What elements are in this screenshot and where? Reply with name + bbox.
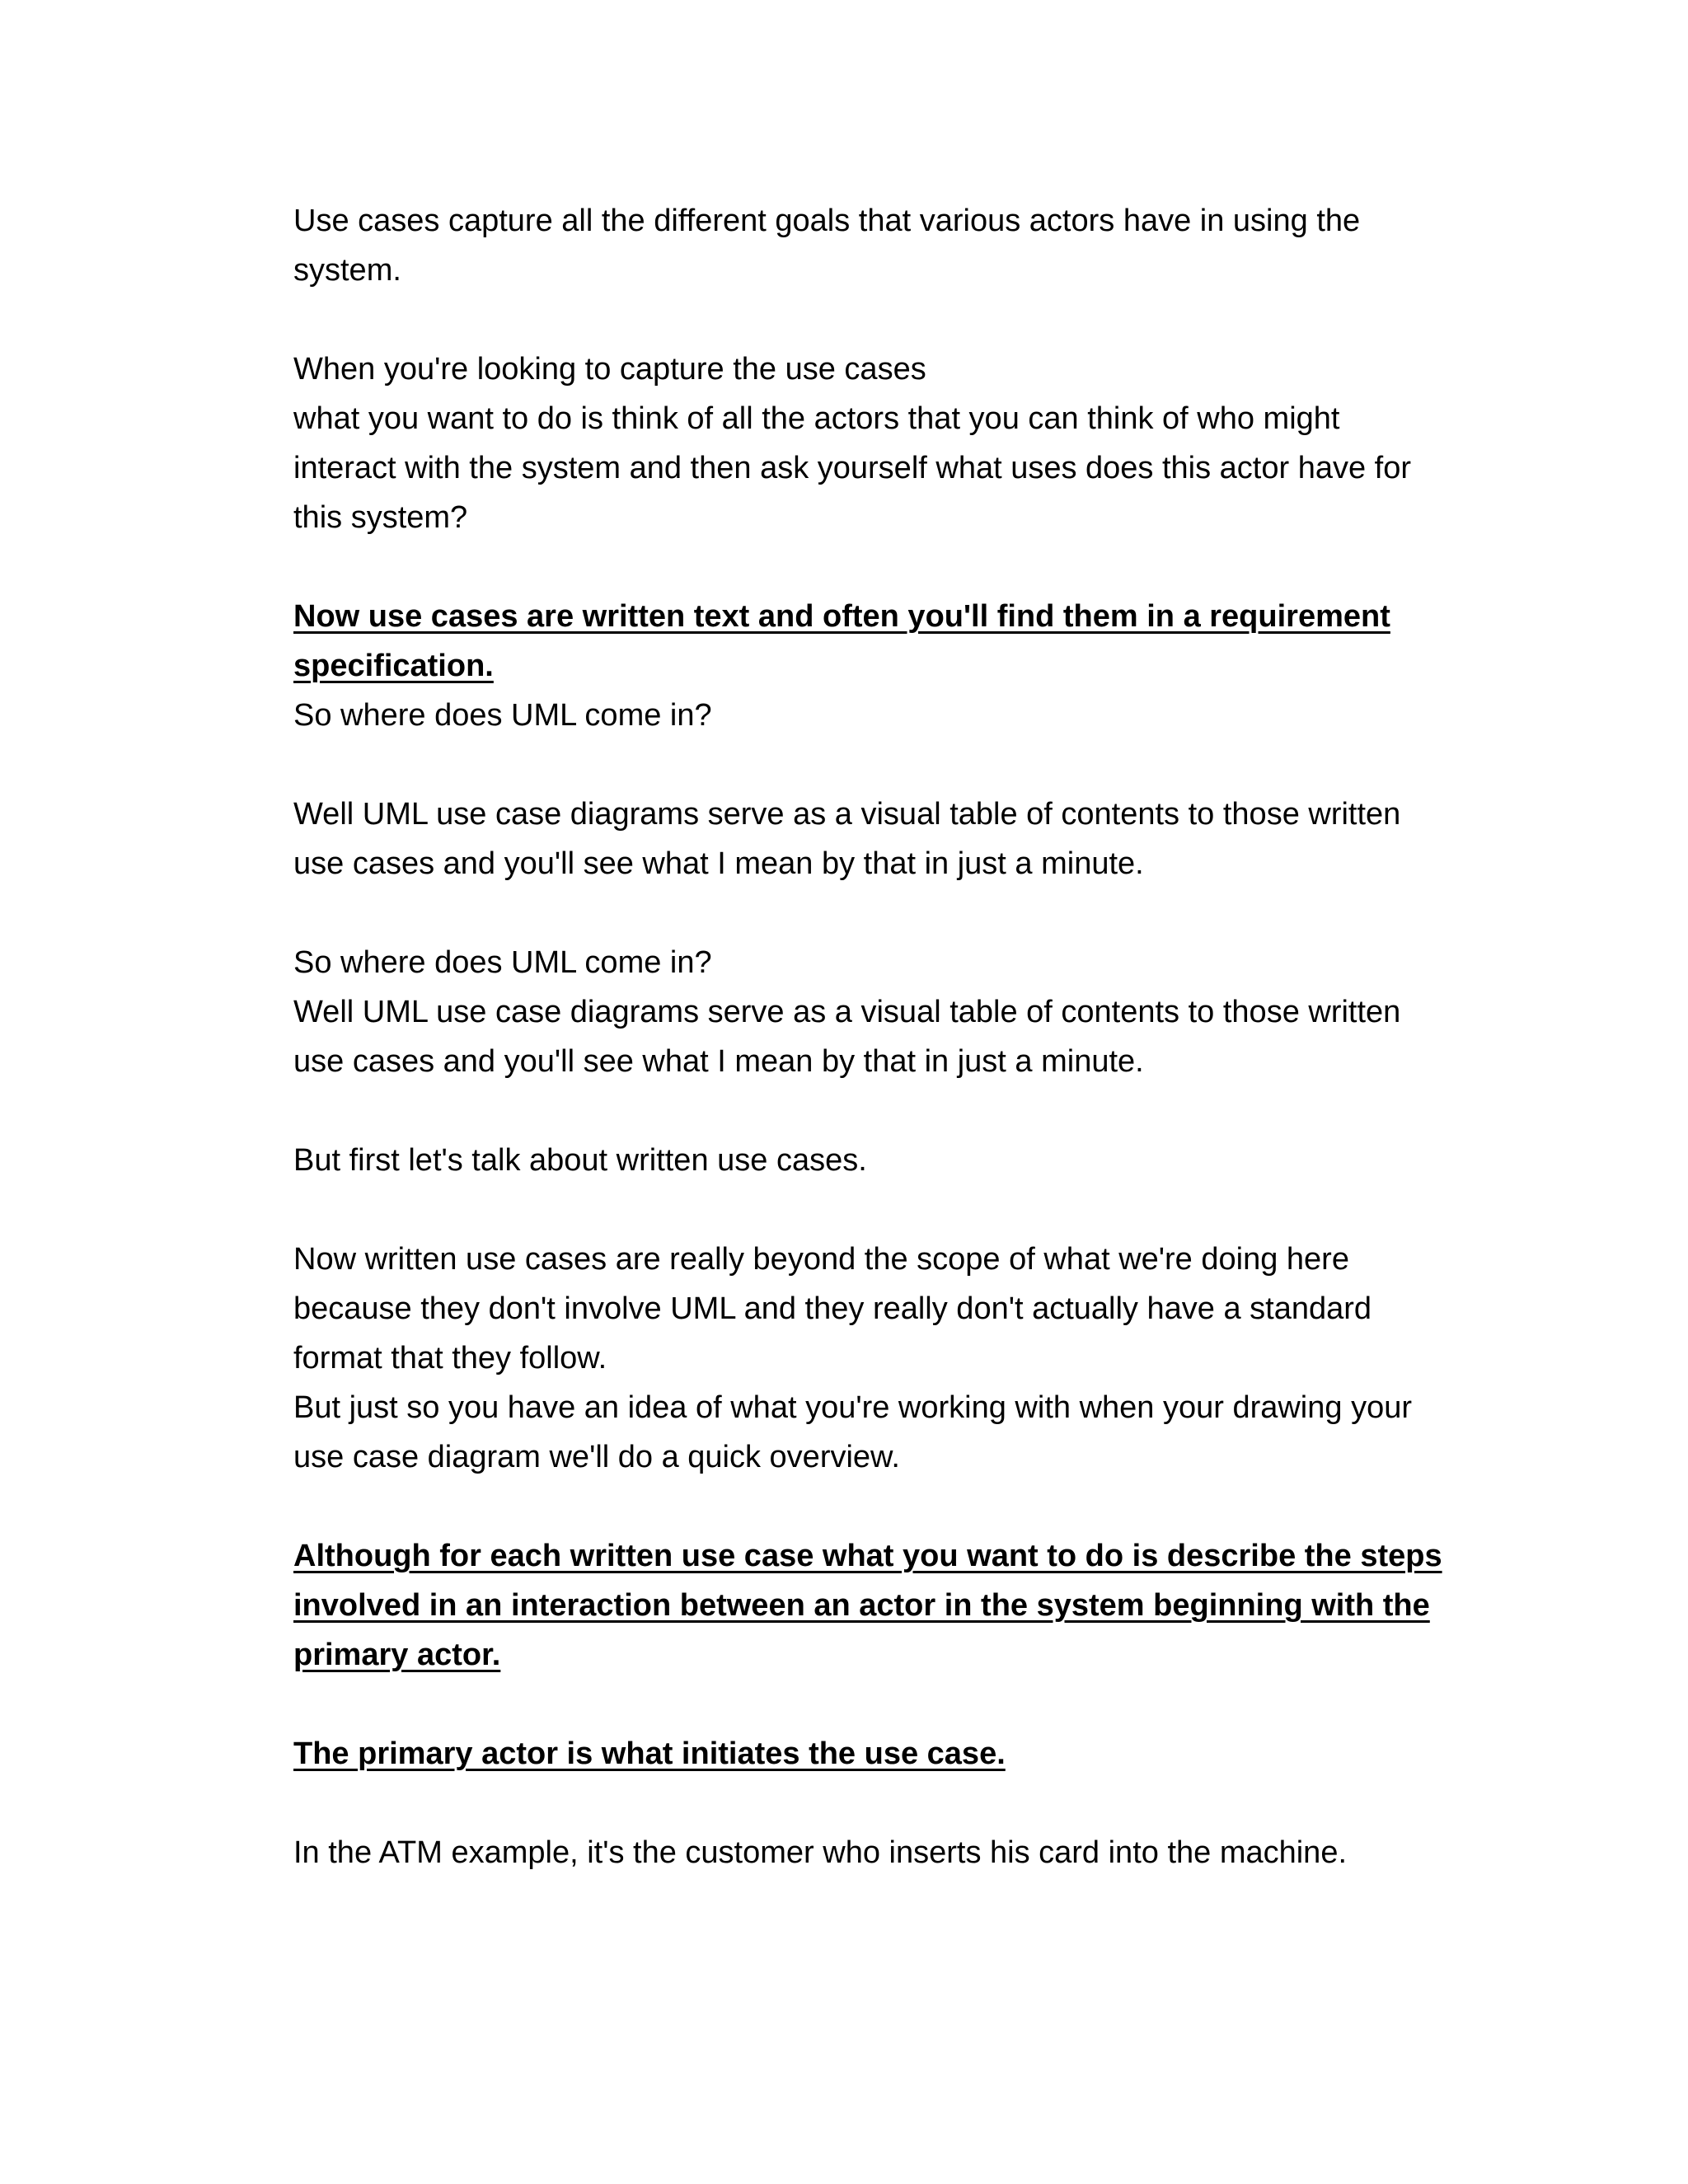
paragraph-use-cases-goals: [293, 196, 1480, 295]
text-line: So where does UML come in?: [293, 945, 712, 980]
paragraph-uml-diagrams: [293, 790, 1480, 888]
text-line: Well UML use case diagrams serve as a visual table of contents to those written: [293, 995, 1401, 1029]
text-line: Use cases capture all the different goals that various actors have in using the: [293, 204, 1361, 238]
paragraph-describe-steps: [293, 1531, 1480, 1680]
text-line: use cases and you'll see what I mean by that in just a minute.: [293, 1044, 1144, 1079]
text-line: In the ATM example, it's the customer who inserts his card into the machine.: [293, 1835, 1348, 1870]
emphasized-text-line: involved in an interaction between an actor in the system beginning with the: [293, 1588, 1430, 1623]
paragraph-written-use-cases: [293, 1136, 1480, 1185]
text-line: Well UML use case diagrams serve as a visual table of contents to those written: [293, 797, 1401, 832]
emphasized-text-line: primary actor.: [293, 1638, 501, 1672]
text-line: But just so you have an idea of what you're working with when your drawing your: [293, 1390, 1412, 1425]
text-line: this system?: [293, 500, 468, 535]
emphasized-text-line: Now use cases are written text and often you'll find them in a requirement: [293, 599, 1390, 634]
text-line: But first let's talk about written use cases.: [293, 1143, 867, 1178]
text-line: system.: [293, 253, 401, 288]
document-body: [293, 196, 1480, 1877]
text-line: So where does UML come in?: [293, 698, 712, 733]
paragraph-atm-example: [293, 1828, 1480, 1877]
paragraph-written-text: [293, 592, 1480, 740]
emphasized-text-line: specification.: [293, 649, 494, 683]
text-line: interact with the system and then ask yourself what uses does this actor have for: [293, 451, 1412, 485]
paragraph-primary-actor: [293, 1729, 1480, 1779]
text-line: format that they follow.: [293, 1341, 607, 1376]
text-line: what you want to do is think of all the actors that you can think of who might: [293, 401, 1340, 436]
text-line: because they don't involve UML and they really don't actually have a standard: [293, 1291, 1372, 1326]
emphasized-text-line: Although for each written use case what you want to do is describe the steps: [293, 1539, 1442, 1573]
text-line: use case diagram we'll do a quick overview.: [293, 1440, 900, 1474]
paragraph-scope: [293, 1235, 1480, 1482]
emphasized-text-line: The primary actor is what initiates the use case.: [293, 1736, 1006, 1771]
text-line: use cases and you'll see what I mean by that in just a minute.: [293, 846, 1144, 881]
paragraph-capture-use-cases: [293, 344, 1480, 542]
text-line: Now written use cases are really beyond the scope of what we're doing here: [293, 1242, 1349, 1277]
text-line: When you're looking to capture the use cases: [293, 352, 926, 387]
paragraph-uml-repeat: [293, 938, 1480, 1086]
